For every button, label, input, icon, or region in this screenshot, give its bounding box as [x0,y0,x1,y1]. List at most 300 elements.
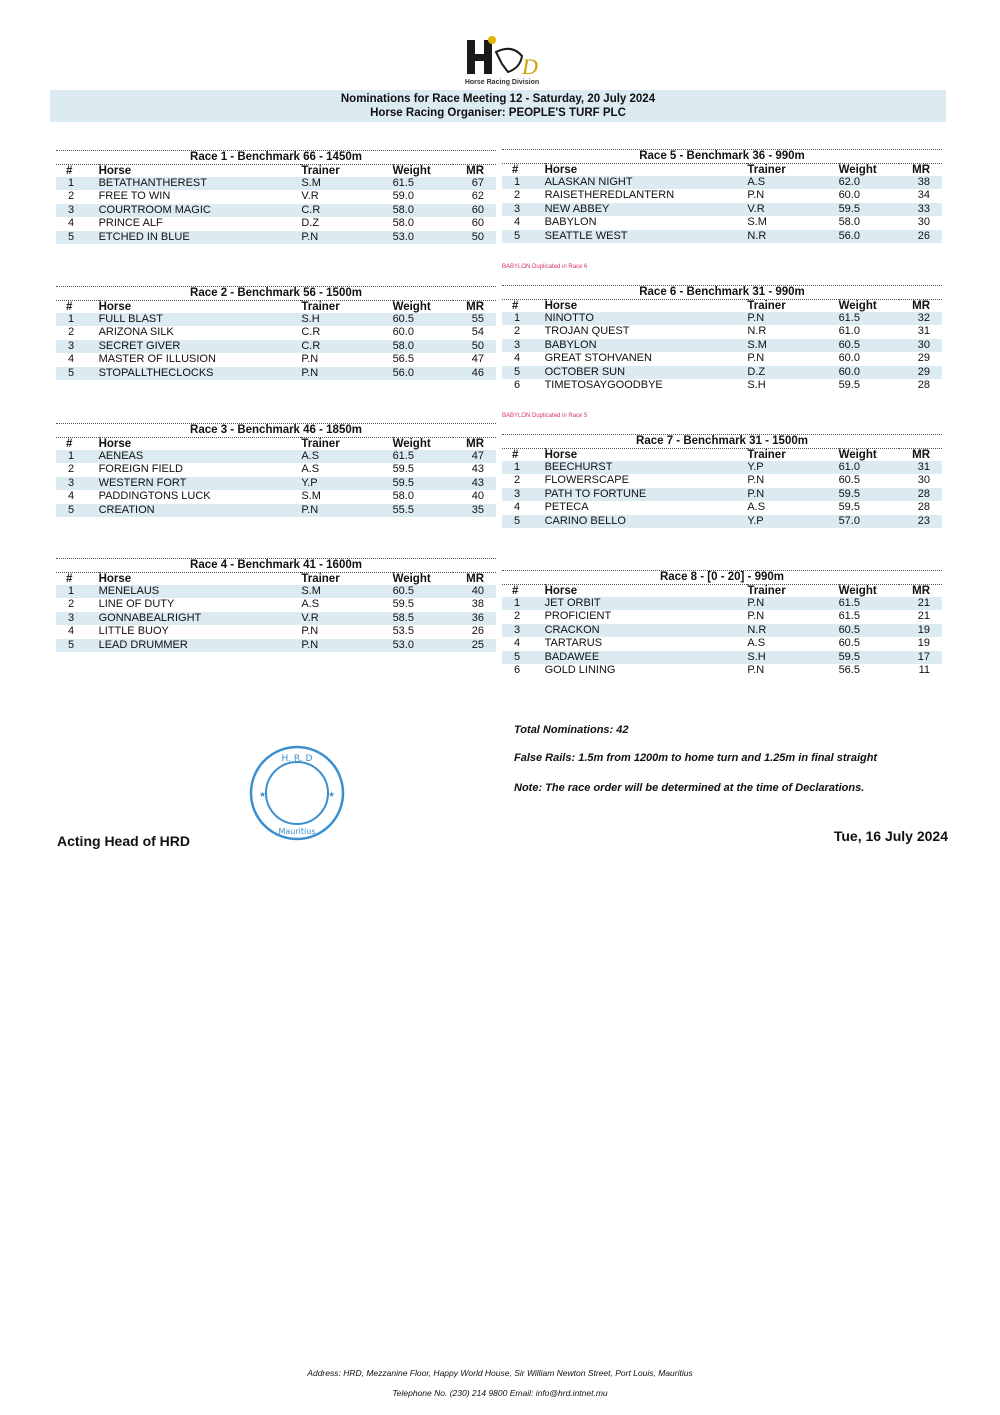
merit-rating: 60 [453,204,496,217]
horse-name: ARIZONA SILK [98,326,174,339]
horse-name: BADAWEE [545,651,748,664]
trainer: P.N [301,367,392,380]
table-row [502,610,942,623]
duplicate-note-race6: BABYLON Duplicated in Race 5 [502,413,588,419]
entry-number: 3 [56,477,99,490]
entry-number: 2 [68,326,75,339]
race-title: Race 6 - Benchmark 31 - 990m [639,286,805,298]
svg-text:H. R. D: H. R. D [281,754,313,764]
race-entries [502,584,942,677]
merit-rating: 38 [899,176,942,189]
column-header-trainer: Trainer [301,165,340,177]
horse-name: TIMETOSAYGOODBYE [544,379,663,392]
trainer: S.M [301,177,392,190]
trainer: A.S [301,598,320,611]
entry-number: 2 [68,598,75,611]
merit-rating: 34 [917,189,930,202]
table-row [56,367,496,380]
trainer: P.N [301,504,392,517]
weight: 61.5 [839,312,900,325]
merit-rating: 54 [471,326,484,339]
weight: 61.0 [838,325,860,338]
entry-number: 1 [56,177,99,190]
horse-name: FULL BLAST [99,313,302,326]
weight: 59.5 [839,488,900,501]
trainer: C.R [301,204,392,217]
entry-number: 5 [56,367,99,380]
race-2-table [56,286,496,380]
trainer: S.M [747,216,767,229]
horse-name: STOPALLTHECLOCKS [99,367,302,380]
entry-number: 2 [514,474,521,487]
horse-name: RAISETHEREDLANTERN [544,189,675,202]
horse-name: CRACKON [545,624,748,637]
entry-number: 3 [502,624,545,637]
weight: 55.5 [393,504,454,517]
trainer: Y.P [747,515,838,528]
trainer: N.R [747,624,838,637]
race-5-table [502,149,942,243]
column-header-trainer: Trainer [301,573,340,585]
trainer: D.Z [747,366,838,379]
weight: 59.5 [839,203,900,216]
table-row [502,230,942,243]
horse-name: ALASKAN NIGHT [545,176,748,189]
column-header-num: # [66,573,73,585]
merit-rating: 17 [899,651,942,664]
table-row [56,340,496,353]
trainer: A.S [747,176,838,189]
table-row [56,625,496,638]
merit-rating: 40 [471,490,484,503]
merit-rating: 21 [917,610,930,623]
weight: 60.5 [839,624,900,637]
weight: 60.0 [839,366,900,379]
trainer: A.S [747,501,766,514]
merit-rating: 32 [899,312,942,325]
weight: 60.5 [839,339,900,352]
trainer: V.R [301,190,319,203]
weight: 59.0 [392,190,414,203]
merit-rating: 46 [453,367,496,380]
table-row [502,637,942,650]
entry-number: 4 [514,501,521,514]
table-row [502,597,942,610]
column-header-horse: Horse [98,301,132,313]
merit-rating: 30 [899,339,942,352]
column-header-weight: Weight [838,164,877,176]
column-header-num: # [512,449,519,461]
race-order-note: Note: The race order will be determined at the time of Declarations. [514,782,865,794]
merit-rating: 31 [917,325,930,338]
column-header-mr: MR [912,585,930,597]
table-row [56,504,496,517]
merit-rating: 43 [453,477,496,490]
trainer: S.M [301,490,321,503]
weight: 60.0 [838,189,860,202]
column-header-horse: Horse [544,300,578,312]
horse-name: PETECA [544,501,589,514]
trainer: S.H [747,379,766,392]
race-entries [56,572,496,652]
table-row [56,353,496,366]
horse-name: BETATHANTHEREST [99,177,302,190]
entry-number: 3 [502,488,545,501]
table-header-row [502,164,942,177]
table-row [502,624,942,637]
trainer: C.R [301,340,392,353]
weight: 53.0 [393,639,454,652]
race-entries [56,164,496,244]
trainer: A.S [747,637,766,650]
trainer: S.M [747,339,838,352]
weight: 58.0 [838,216,860,229]
svg-text:D: D [522,54,538,79]
weight: 60.5 [838,474,860,487]
table-row [56,612,496,625]
weight: 58.0 [393,340,454,353]
table-row [56,313,496,326]
merit-rating: 30 [917,474,930,487]
footer-address: Address: HRD, Mezzanine Floor, Happy World House, Sir William Newton Street, Port Louis, Mauritius [307,1368,693,1378]
table-row [502,366,942,379]
column-header-weight: Weight [392,573,431,585]
table-header-row [56,573,496,586]
entry-number: 3 [56,612,99,625]
table-row [502,379,942,392]
horse-name: GREAT STOHVANEN [544,352,652,365]
table-row [502,312,942,325]
horse-name: NINOTTO [545,312,748,325]
column-header-num: # [66,438,73,450]
entry-number: 2 [68,190,75,203]
table-row [502,515,942,528]
weight: 60.5 [393,585,454,598]
entry-number: 5 [502,366,545,379]
merit-rating: 23 [899,515,942,528]
horse-name: LITTLE BUOY [98,625,169,638]
merit-rating: 31 [899,461,942,474]
entry-number: 5 [56,231,99,244]
merit-rating: 25 [453,639,496,652]
table-row [502,352,942,365]
entry-number: 3 [56,204,99,217]
column-header-mr: MR [466,573,484,585]
race-entries [56,437,496,517]
race-entries [502,163,942,243]
trainer: S.H [747,651,838,664]
column-header-horse: Horse [544,164,578,176]
merit-rating: 47 [453,450,496,463]
weight: 59.5 [392,598,414,611]
weight: 56.0 [839,230,900,243]
entry-number: 1 [502,176,545,189]
horse-name: OCTOBER SUN [545,366,748,379]
merit-rating: 29 [917,352,930,365]
horse-name: LINE OF DUTY [98,598,175,611]
merit-rating: 26 [471,625,484,638]
table-row [502,339,942,352]
horse-name: FREE TO WIN [98,190,171,203]
trainer: V.R [747,203,838,216]
weight: 61.5 [839,597,900,610]
entry-number: 5 [502,651,545,664]
column-header-num: # [66,301,73,313]
table-row [56,598,496,611]
column-header-num: # [512,164,519,176]
trainer: V.R [301,612,392,625]
entry-number: 4 [68,353,75,366]
column-header-horse: Horse [98,165,132,177]
entry-number: 1 [502,312,545,325]
svg-text:★: ★ [259,790,267,799]
race-4-table [56,558,496,652]
weight: 61.0 [839,461,900,474]
entry-number: 4 [514,637,521,650]
merit-rating: 50 [453,340,496,353]
column-header-weight: Weight [838,449,877,461]
merit-rating: 19 [899,624,942,637]
table-header-row [56,165,496,178]
trainer: P.N [301,639,392,652]
table-row [56,177,496,190]
table-header-row [502,585,942,598]
horse-name: SEATTLE WEST [545,230,748,243]
horse-name: LEAD DRUMMER [99,639,302,652]
column-header-trainer: Trainer [301,438,340,450]
merit-rating: 30 [917,216,930,229]
table-header-row [56,301,496,314]
race-7-table [502,434,942,528]
table-row [502,461,942,474]
trainer: P.N [747,597,838,610]
weight: 59.5 [392,463,414,476]
column-header-trainer: Trainer [301,301,340,313]
column-header-mr: MR [912,300,930,312]
table-row [502,474,942,487]
weight: 62.0 [839,176,900,189]
weight: 60.0 [838,352,860,365]
entry-number: 1 [56,450,99,463]
column-header-weight: Weight [838,300,877,312]
trainer: P.N [747,474,765,487]
weight: 59.5 [838,379,860,392]
duplicate-note-race5: BABYLON Duplicated in Race 6 [502,264,588,270]
race-entries [502,448,942,528]
trainer: P.N [747,352,765,365]
horse-name: COURTROOM MAGIC [99,204,302,217]
column-header-trainer: Trainer [747,585,786,597]
weight: 61.5 [393,177,454,190]
trainer: P.N [747,488,838,501]
column-header-horse: Horse [98,573,132,585]
horse-name: BABYLON [544,216,597,229]
merit-rating: 50 [453,231,496,244]
column-header-weight: Weight [838,585,877,597]
table-row [502,176,942,189]
column-header-weight: Weight [392,165,431,177]
trainer: N.R [747,230,838,243]
column-header-num: # [66,165,73,177]
trainer: P.N [301,231,392,244]
merit-rating: 11 [918,664,930,677]
column-header-horse: Horse [544,449,578,461]
table-row [502,189,942,202]
horse-name: FOREIGN FIELD [98,463,183,476]
horse-name: CARINO BELLO [545,515,748,528]
entry-number: 1 [56,585,99,598]
header-title: Nominations for Race Meeting 12 - Saturday, 20 July 2024 [340,93,656,105]
race-6-table [502,285,942,392]
table-row [56,217,496,230]
entry-number: 4 [68,490,75,503]
horse-name: JET ORBIT [545,597,748,610]
entry-number: 6 [514,664,521,677]
horse-name: PRINCE ALF [98,217,163,230]
table-row [502,203,942,216]
merit-rating: 35 [453,504,496,517]
merit-rating: 19 [917,637,930,650]
trainer: C.R [301,326,321,339]
merit-rating: 28 [917,501,930,514]
issue-date: Tue, 16 July 2024 [833,828,948,844]
horse-name: AENEAS [99,450,302,463]
entry-number: 3 [502,339,545,352]
entry-number: 4 [68,625,75,638]
merit-rating: 38 [471,598,484,611]
table-row [502,216,942,229]
column-header-mr: MR [466,301,484,313]
merit-rating: 28 [899,488,942,501]
race-1-table [56,150,496,244]
horse-name: FLOWERSCAPE [544,474,629,487]
entry-number: 6 [514,379,521,392]
race-entries [502,299,942,392]
horse-name: MASTER OF ILLUSION [98,353,216,366]
weight: 58.0 [392,217,414,230]
table-row [502,651,942,664]
trainer: S.H [301,313,392,326]
column-header-weight: Weight [392,301,431,313]
race-title: Race 5 - Benchmark 36 - 990m [639,150,805,162]
table-row [502,501,942,514]
horse-name: ETCHED IN BLUE [99,231,302,244]
column-header-trainer: Trainer [747,449,786,461]
horse-name: NEW ABBEY [545,203,748,216]
weight: 56.5 [392,353,414,366]
race-title: Race 2 - Benchmark 56 - 1500m [190,287,362,299]
merit-rating: 60 [471,217,484,230]
column-header-horse: Horse [98,438,132,450]
entry-number: 4 [68,217,75,230]
weight: 53.0 [393,231,454,244]
entry-number: 5 [502,515,545,528]
table-row [56,477,496,490]
svg-text:★: ★ [328,790,336,799]
table-header-row [502,300,942,313]
merit-rating: 43 [471,463,484,476]
horse-name: GOLD LINING [544,664,616,677]
table-row [56,204,496,217]
entry-number: 1 [56,313,99,326]
weight: 59.5 [839,651,900,664]
trainer: P.N [301,353,319,366]
entry-number: 3 [502,203,545,216]
table-row [56,639,496,652]
table-row [502,488,942,501]
weight: 57.0 [839,515,900,528]
document-header [50,90,946,122]
column-header-trainer: Trainer [747,300,786,312]
table-row [502,325,942,338]
logo-caption: Horse Racing Division [464,79,540,86]
merit-rating: 47 [471,353,484,366]
merit-rating: 62 [471,190,484,203]
entry-number: 5 [56,639,99,652]
entry-number: 2 [514,610,521,623]
race-title: Race 7 - Benchmark 31 - 1500m [636,435,808,447]
weight: 60.5 [838,637,860,650]
column-header-horse: Horse [544,585,578,597]
race-title: Race 8 - [0 - 20] - 990m [659,571,784,583]
merit-rating: 28 [917,379,930,392]
trainer: P.N [747,664,765,677]
horse-name: CREATION [99,504,302,517]
column-header-num: # [512,300,519,312]
signatory: Acting Head of HRD [57,833,190,849]
merit-rating: 67 [453,177,496,190]
horse-name: TROJAN QUEST [544,325,630,338]
merit-rating: 55 [453,313,496,326]
table-header-row [56,438,496,451]
weight: 59.5 [393,477,454,490]
trainer: P.N [747,610,765,623]
weight: 53.5 [392,625,414,638]
horse-name: BABYLON [545,339,748,352]
entry-number: 4 [514,216,521,229]
table-header-row [502,449,942,462]
merit-rating: 26 [899,230,942,243]
merit-rating: 36 [453,612,496,625]
trainer: S.M [301,585,392,598]
trainer: P.N [747,312,838,325]
weight: 56.0 [393,367,454,380]
merit-rating: 29 [899,366,942,379]
trainer: P.N [747,189,765,202]
weight: 59.5 [838,501,860,514]
column-header-trainer: Trainer [747,164,786,176]
race-3-table [56,423,496,517]
horse-name: BEECHURST [545,461,748,474]
horse-name: PATH TO FORTUNE [545,488,748,501]
total-nominations: Total Nominations: 42 [514,724,629,736]
table-row [56,450,496,463]
column-header-num: # [512,585,519,597]
table-row [56,585,496,598]
race-title: Race 4 - Benchmark 41 - 1600m [190,559,362,571]
trainer: D.Z [301,217,320,230]
weight: 61.5 [838,610,860,623]
false-rails-note: False Rails: 1.5m from 1200m to home turn and 1.25m in final straight [514,752,878,764]
race-title: Race 3 - Benchmark 46 - 1850m [190,424,362,436]
horse-name: PADDINGTONS LUCK [98,490,211,503]
horse-name: TARTARUS [544,637,603,650]
trainer: Y.P [301,477,392,490]
horse-name: SECRET GIVER [99,340,302,353]
weight: 58.5 [393,612,454,625]
weight: 58.0 [393,204,454,217]
trainer: N.R [747,325,767,338]
